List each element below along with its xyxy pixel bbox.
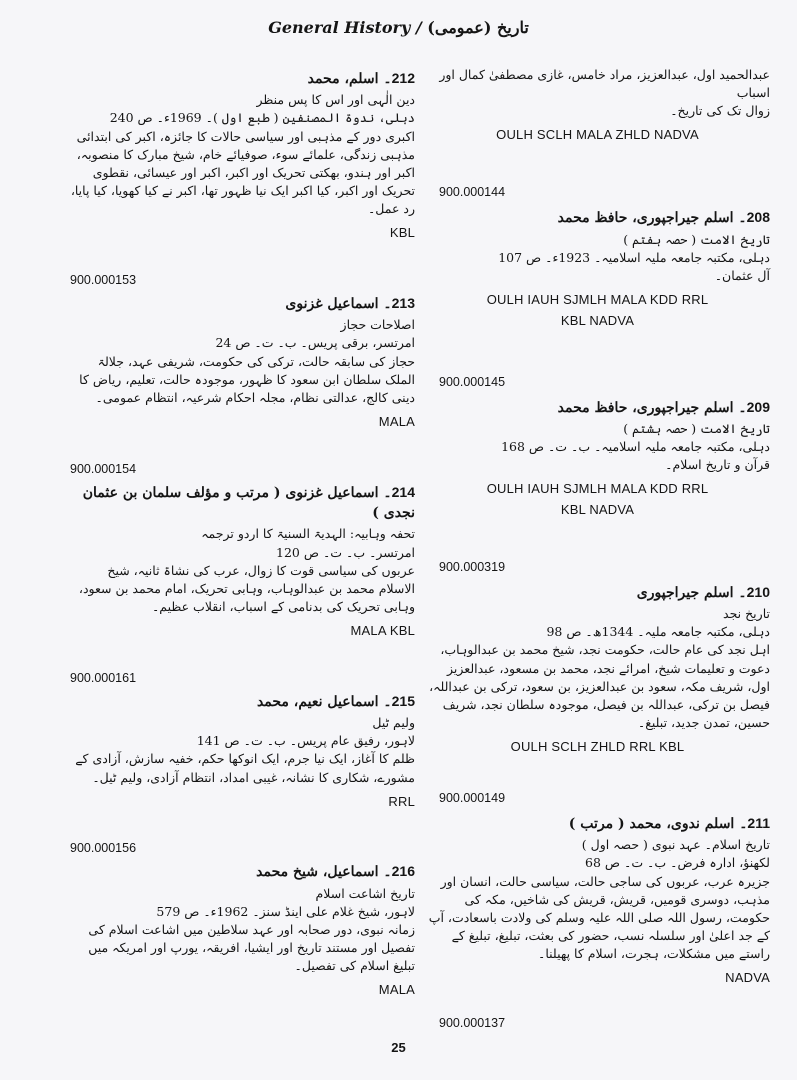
entry-line: دہلی، مکتبہ جامعہ ملیہ اسلامیہ۔ 1923ء۔ ص 107 <box>498 249 770 265</box>
accession-code: 900.000153 <box>70 273 137 288</box>
entry-number: 216 <box>391 863 415 880</box>
library-tags: KBL NADVA <box>560 312 635 328</box>
header-title-ur: تاریخ (عمومی) <box>427 18 529 37</box>
header-title-en: General History / <box>268 18 422 37</box>
entry-author: اسلم جیراجپوری <box>636 584 734 601</box>
accession-code: 900.000156 <box>70 841 137 856</box>
accession-code: 900.000145 <box>439 374 506 389</box>
entry-215 <box>70 691 415 812</box>
entry-line: حجاز کی سابقہ حالت، ترکی کی حکومت، شریفی عہد، جلالۃ الملک سلطان ابن سعود کا ظہور، موجودہ حالت، تعلیم، ریاض کا دینی کالج، عدالتی نظام، مجلہ احکام شرعیہ، انتظام عمومی۔ <box>79 353 415 405</box>
entry-line: دین الٰہی اور اس کا پس منظر <box>256 92 415 108</box>
entry-title: 213۔ اسماعیل غزنوی <box>285 295 415 313</box>
entry-title: 211۔ اسلم ندوی، محمد ( مرتب ) <box>568 814 770 832</box>
accession-code: 900.000161 <box>70 670 137 685</box>
entry-number: 208 <box>746 209 770 226</box>
entry-line: زمانہ نبوی، دور صحابہ اور عہد سلاطین میں اشاعت اسلام کی تفصیل اور مستند تاریخ اور ایشیا، افریقہ، یورپ اور امریکہ میں تبلیغ اسلام کی تفصیل۔ <box>88 922 415 974</box>
entry-number: 210 <box>746 583 770 600</box>
entry-author: اسلم جیراجپوری، حافظ محمد <box>557 210 734 227</box>
entry-number: 214 <box>391 483 415 500</box>
entry-209 <box>425 397 770 520</box>
entry-number: 213 <box>391 295 415 312</box>
page-header <box>0 18 797 37</box>
entry-author: اسماعیل غزنوی ( مرتب و مؤلف سلمان بن عثمان نجدی ) <box>82 484 415 522</box>
entry-line: تاریخ نجد <box>723 606 770 622</box>
entry-line: تحفہ وہابیہ: الہدیۃ السنیۃ کا اردو ترجمہ <box>201 526 415 542</box>
entry-line: آل عثمان۔ <box>714 267 770 283</box>
library-tags: RRL <box>388 793 415 809</box>
entry-line: اکبری دور کے مذہبی اور سیاسی حالات کا جائزہ، اکبر کی ابتدائی مذہبی زندگی، علمائے سوء، صوفیائے خام، شیخ مبارک کا منصوبہ، اکبر اور ہندو، بھکتی تحریک اور اکبر، اکبر اور عیسائی، نقطوی تحریک اور اکبر، کیا اکبر ایک نیا ظہور تھا، اکبر نے کیا کھویا، کیا پایا، رد عمل۔ <box>70 128 415 217</box>
entry-author: اسلم، محمد <box>307 71 379 87</box>
left-column <box>70 58 415 1000</box>
entry-211 <box>425 813 770 988</box>
library-tags: OULH SCLH ZHLD RRL KBL <box>510 739 685 755</box>
entry-line: دہلی، مکتبہ جامعہ ملیہ اسلامیہ۔ ب۔ ت۔ ص 168 <box>501 439 770 454</box>
entry-line: عبدالحمید اول، عبدالعزیز، مراد خامس، غازی مصطفیٰ کمال اور اسباب <box>439 67 770 101</box>
entry-number: 209 <box>746 398 770 415</box>
accession-code: 900.000319 <box>439 559 506 574</box>
library-tags: NADVA <box>725 970 770 986</box>
entry-line: جزیرہ عرب، عربوں کی ساجی حالت، سیاسی حالت، انسان اور مذہب، دوسری قومیں، قریش، قریش کی شاخیں، مکہ کی حکومت، رسول اللہ صلی اللہ علیہ وسلم کی ولادت باسعادت، آپ کے جد اعلیٰ اور سلسلہ نسب، حضور کی بعثت، تبلیغ، تبلیغ کے راستے میں مشکلات، ہجرت، اسلام کا پھیلنا۔ <box>428 873 770 961</box>
entry-title: 212۔ اسلم، محمد <box>307 70 415 87</box>
entry-author: اسماعیل غزنوی <box>285 296 379 313</box>
entry-number: 215 <box>391 692 415 709</box>
entry-line: ولیم ٹیل <box>372 715 415 731</box>
entry-line: دہلی، ندوۃ المصنفین ( طبع اول )۔ 1969ء۔ ص 240 <box>109 110 415 126</box>
library-tags: MALA KBL <box>350 623 415 638</box>
library-tags: OULH IAUH SJMLH MALA KDD RRL <box>486 291 709 307</box>
library-tags: OULH SCLH MALA ZHLD NADVA <box>496 127 699 143</box>
right-column <box>425 58 770 1030</box>
entry-author: اسماعیل نعیم، محمد <box>256 693 379 710</box>
entry-author: اسماعیل، شیخ محمد <box>256 864 379 881</box>
entry-210 <box>425 582 770 757</box>
entry-212 <box>70 68 415 243</box>
entry-title: 210۔ اسلم جیراجپوری <box>636 583 770 601</box>
accession-code: 900.000149 <box>439 790 506 805</box>
accession-code: 900.000144 <box>439 185 506 200</box>
entry-line: اصلاحات حجاز <box>340 317 415 333</box>
entry-line: تاریخ الامت ( حصہ ہشتم ) <box>623 420 770 436</box>
entry-author: اسلم ندوی، محمد ( مرتب ) <box>568 815 735 832</box>
accession-code: 900.000154 <box>70 461 137 476</box>
library-tags: MALA <box>378 413 415 429</box>
entry-line: تاریخ اسلام۔ عہد نبوی ( حصہ اول ) <box>581 837 770 853</box>
entry-title: 209۔ اسلم جیراجپوری، حافظ محمد <box>557 398 770 416</box>
entry-216 <box>70 861 415 1000</box>
entry-208 <box>425 207 770 330</box>
entry-214 <box>70 482 415 641</box>
entry-213 <box>70 293 415 432</box>
entry-line: لاہور، شیخ غلام علی اینڈ سنز۔ 1962ء۔ ص 579 <box>156 903 415 919</box>
entry-line: اہل نجد کی عام حالت، حکومت نجد، شیخ محمد بن عبدالوہاب، دعوت و تعلیمات شیخ، امرائے نجد، محمد بن مسعود، عبدالعزیز اول، شریف مکہ، سعود بن عبدالعزیز، بن سعود، ترکی بن عبداللہ، فیصل بن ترکی، عبداللہ بن فیصل، موجودہ سلطان نجد، شریف حسین، تمدن جدید، تبلیغ۔ <box>429 642 770 730</box>
library-tags: MALA <box>378 982 415 998</box>
entry-title: 215۔ اسماعیل نعیم، محمد <box>256 692 415 710</box>
entry-author: اسلم جیراجپوری، حافظ محمد <box>557 399 734 416</box>
entry-line: دہلی، مکتبہ جامعہ ملیہ۔ 1344ھ۔ ص 98 <box>546 624 770 640</box>
entry-line: امرتسر، برقی پریس۔ ب۔ ت۔ ص 24 <box>215 335 415 351</box>
entry-title: 214۔ اسماعیل غزنوی ( مرتب و مؤلف سلمان بن عثمان نجدی ) <box>82 483 415 522</box>
entry-number: 212 <box>391 70 415 86</box>
entry-line: زوال تک کی تاریخ۔ <box>670 103 770 119</box>
entry-line: ظلم کا آغاز، ایک نیا جرم، ایک انوکھا حکم، خفیہ سازش، آزادی کے مشورے، شکاری کا نشانہ، غیبی امداد، انتظام آزادی، ولیم ٹیل۔ <box>75 751 415 785</box>
entry-line: عربوں کی سیاسی قوت کا زوال، عرب کی نشاۃ ثانیہ، شیخ الاسلام محمد بن عبدالوہاب، وہابی تحریک، امام محمد بن سعود، وہابی تحریک کی بدنامی کے اسباب، انقلاب عظیم۔ <box>78 562 415 614</box>
library-tags: KBL NADVA <box>560 502 635 518</box>
accession-code: 900.000137 <box>439 1015 506 1030</box>
page-number: 25 <box>391 1040 406 1055</box>
entry-title: 208۔ اسلم جیراجپوری، حافظ محمد <box>557 209 770 227</box>
entry-line: لکھنؤ، ادارہ فرض۔ ب۔ ت۔ ص 68 <box>585 855 770 871</box>
entry-line: لاہور، رفیق عام پریس۔ ب۔ ت۔ ص 141 <box>196 733 415 749</box>
entry-line: تاریخ اشاعت اسلام <box>315 885 415 901</box>
library-tags: OULH IAUH SJMLH MALA KDD RRL <box>486 481 709 497</box>
entry-number: 211 <box>747 814 770 831</box>
entry-line: تاریخ الامت ( حصہ ہفتم ) <box>623 231 770 247</box>
entry-line: امرتسر۔ ب۔ ت۔ ص 120 <box>276 544 415 560</box>
entry-line: قرآن و تاریخ اسلام۔ <box>665 457 770 473</box>
library-tags: KBL <box>389 225 415 241</box>
entry-title: 216۔ اسماعیل، شیخ محمد <box>256 863 415 881</box>
entry-207-continued <box>425 66 770 145</box>
